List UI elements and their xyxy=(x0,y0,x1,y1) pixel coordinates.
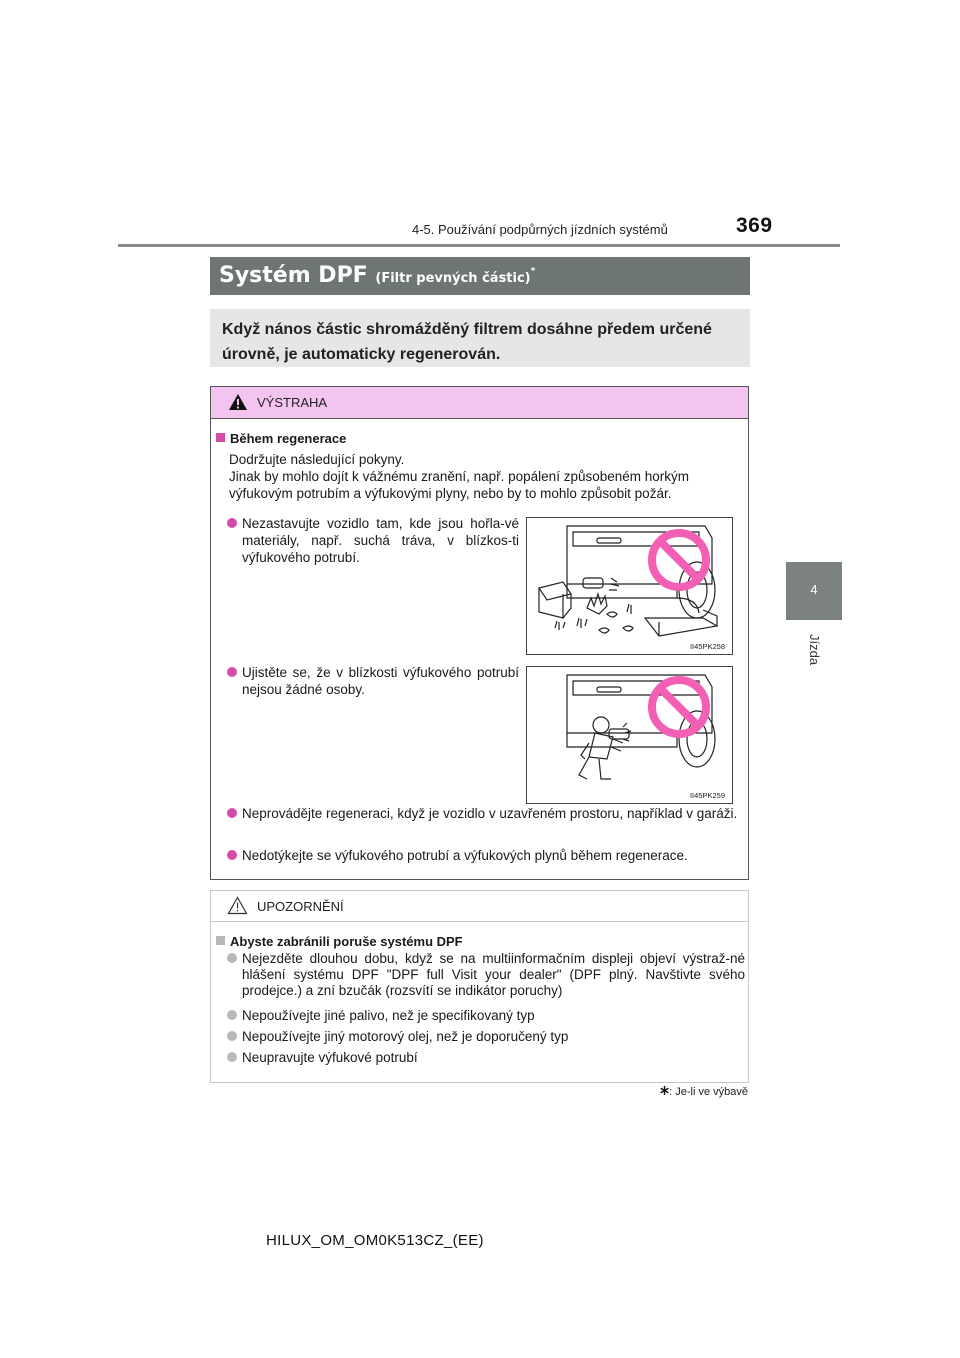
warning-bullet xyxy=(227,515,519,566)
section-title-main: Systém DPF xyxy=(219,263,368,288)
section-title-sub: (Filtr pevných částic) xyxy=(375,271,531,286)
truck-rear-grass-illustration xyxy=(527,518,732,654)
truck-rear-person-illustration xyxy=(527,667,732,803)
caution-subheading-text: Abyste zabránili poruše systému DPF xyxy=(230,934,463,949)
warning-body-line: Jinak by mohlo dojít k vážnému zranění, např. popálení způsobeném horkým výfukovým potrubím a výfukovými plyny, nebo by to mohlo způsobit požár. xyxy=(229,469,690,501)
caution-bullet xyxy=(227,1050,745,1066)
chapter-number: 4 xyxy=(810,582,818,597)
bullet-dot-icon xyxy=(227,1010,237,1020)
footnote-text: : Je-li ve výbavě xyxy=(669,1086,748,1098)
caution-bullet xyxy=(227,951,745,999)
bullet-dot-icon xyxy=(227,953,237,963)
section-title-band xyxy=(210,257,750,295)
chapter-label: Jízda xyxy=(807,634,822,666)
document-code: HILUX_OM_OM0K513CZ_(EE) xyxy=(266,1232,484,1249)
intro-text: Když nános částic shromážděný filtrem dosáhne předem určené úrovně, je automaticky regenerován. xyxy=(222,321,712,363)
square-bullet-icon xyxy=(216,433,225,442)
page-number: 369 xyxy=(736,214,773,237)
bullet-dot-icon xyxy=(227,667,237,677)
warning-bullet-text: Nezastavujte vozidlo tam, kde jsou hořla-vé materiály, např. suchá tráva, v blízkos-ti výfukového potrubí. xyxy=(242,516,519,565)
caution-bullet-text: Nejezděte dlouhou dobu, když se na multiinformačním displeji objeví výstraž-né hlášení systému DPF "DPF full Visit your dealer" (DPF plný. Navštivte svého prodejce.) a zní bzučák (rozsvítí se indikátor poruchy) xyxy=(242,951,745,998)
section-title xyxy=(219,263,535,288)
warning-body-line: Dodržujte následující pokyny. xyxy=(229,452,405,467)
caution-bullet-text: Neupravujte výfukové potrubí xyxy=(242,1050,418,1065)
figure-person-near-exhaust xyxy=(526,666,733,804)
figure-code: II45PK258 xyxy=(689,642,725,651)
warning-subheading xyxy=(216,431,346,446)
section-heading: 4-5. Používání podpůrných jízdních systémů xyxy=(412,222,668,237)
warning-bullet-text: Nedotýkejte se výfukového potrubí a výfukových plynů během regenerace. xyxy=(242,848,688,863)
caution-bullet xyxy=(227,1029,745,1045)
square-bullet-icon xyxy=(216,936,225,945)
warning-bullet xyxy=(227,805,745,822)
intro-box xyxy=(210,309,750,367)
bullet-dot-icon xyxy=(227,808,237,818)
chapter-tab xyxy=(786,562,842,620)
caution-bullet-text: Nepoužívejte jiné palivo, než je specifikovaný typ xyxy=(242,1008,535,1023)
header-divider xyxy=(118,244,840,247)
warning-bullet xyxy=(227,664,519,698)
bullet-dot-icon xyxy=(227,850,237,860)
warning-bullet-text: Neprovádějte regeneraci, když je vozidlo v uzavřeném prostoru, například v garáži. xyxy=(242,806,738,821)
warning-body xyxy=(229,451,744,502)
figure-code: II45PK259 xyxy=(689,791,725,800)
warning-bullet-text: Ujistěte se, že v blízkosti výfukového potrubí nejsou žádné osoby. xyxy=(242,665,519,697)
warning-subheading-text: Během regenerace xyxy=(230,431,347,446)
caution-bullet xyxy=(227,1008,745,1024)
bullet-dot-icon xyxy=(227,1052,237,1062)
caution-triangle-icon xyxy=(227,896,248,915)
optional-equipment-star: * xyxy=(530,266,536,277)
footnote xyxy=(630,1086,748,1098)
bullet-dot-icon xyxy=(227,518,237,528)
warning-bullet xyxy=(227,847,745,864)
caution-subheading xyxy=(216,934,463,949)
warning-triangle-icon xyxy=(228,393,248,411)
warning-header xyxy=(211,387,748,419)
bullet-dot-icon xyxy=(227,1031,237,1041)
warning-title: VÝSTRAHA xyxy=(257,395,328,410)
chapter-label-box xyxy=(786,626,842,686)
caution-bullet-text: Nepoužívejte jiný motorový olej, než je doporučený typ xyxy=(242,1029,569,1044)
figure-flammables-near-exhaust xyxy=(526,517,733,655)
asterisk-icon xyxy=(660,1086,669,1095)
caution-title: UPOZORNĚNÍ xyxy=(257,899,344,914)
caution-header xyxy=(211,891,748,922)
